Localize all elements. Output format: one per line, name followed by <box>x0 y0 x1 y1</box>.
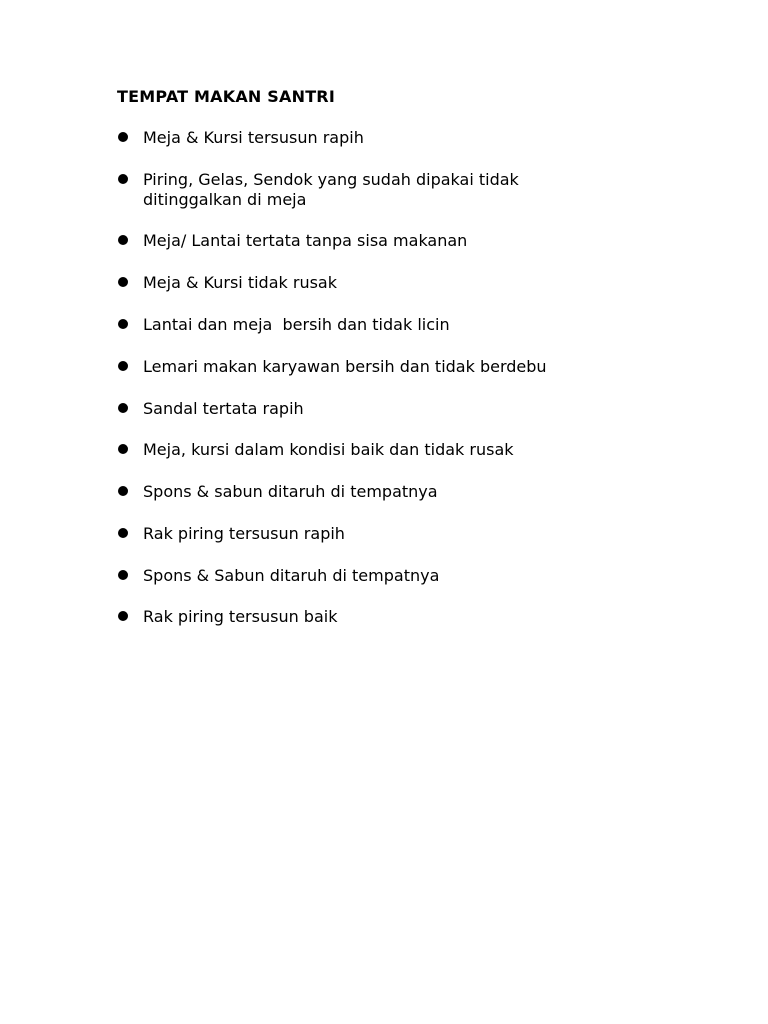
bullet-icon <box>118 486 128 496</box>
list-item-text: Meja & Kursi tidak rusak <box>143 273 337 292</box>
list-item-text: Lemari makan karyawan bersih dan tidak berdebu <box>143 357 547 376</box>
bullet-icon <box>118 528 128 538</box>
bullet-icon <box>118 444 128 454</box>
list-item-text: Spons & Sabun ditaruh di tempatnya <box>143 566 440 585</box>
bullet-icon <box>118 174 128 184</box>
list-item-text: Spons & sabun ditaruh di tempatnya <box>143 482 438 501</box>
list-item-text: Sandal tertata rapih <box>143 399 304 418</box>
list-item-text: Lantai dan meja bersih dan tidak licin <box>143 315 450 334</box>
list-item-text: Meja/ Lantai tertata tanpa sisa makanan <box>143 231 468 250</box>
bullet-icon <box>118 361 128 371</box>
list-item-text: Meja, kursi dalam kondisi baik dan tidak rusak <box>143 440 514 459</box>
bullet-icon <box>118 277 128 287</box>
list-item-text: Rak piring tersusun baik <box>143 607 338 626</box>
list-item-text: Meja & Kursi tersusun rapih <box>143 128 364 147</box>
bullet-icon <box>118 403 128 413</box>
bullet-icon <box>118 570 128 580</box>
list-item-text: Piring, Gelas, Sendok yang sudah dipakai tidak ditinggalkan di meja <box>143 170 524 209</box>
list-item-text: Rak piring tersusun rapih <box>143 524 345 543</box>
bullet-icon <box>118 319 128 329</box>
bullet-icon <box>118 132 128 142</box>
bullet-icon <box>118 611 128 621</box>
bullet-icon <box>118 235 128 245</box>
document-title: TEMPAT MAKAN SANTRI <box>117 87 335 106</box>
